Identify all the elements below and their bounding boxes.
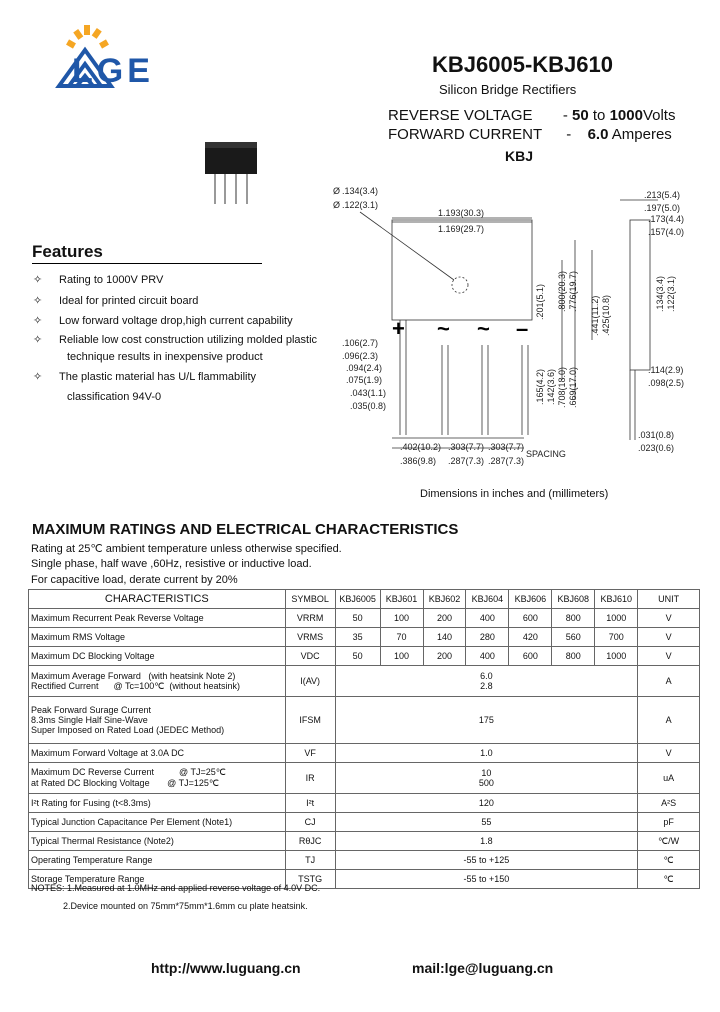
dim-label: .114(2.9) bbox=[648, 365, 684, 375]
dim-label: .708(18.0) bbox=[557, 366, 567, 408]
header-cell: SYMBOL bbox=[285, 590, 335, 609]
dim-label: .165(4.2) bbox=[535, 368, 545, 405]
table-row: Maximum Forward Voltage at 3.0A DC VF 1.0 V bbox=[29, 744, 700, 763]
header-cell: CHARACTERISTICS bbox=[29, 590, 286, 609]
dim-label: .201(5.1) bbox=[535, 283, 545, 320]
pin-ac: ~ bbox=[437, 316, 450, 341]
dim-label: .776(19.7) bbox=[568, 270, 578, 312]
feature-item: ✧ Rating to 1000V PRV bbox=[33, 274, 164, 286]
dim-label: .303(7.7) bbox=[448, 442, 485, 452]
dim-label: .303(7.7) bbox=[488, 442, 525, 452]
pin-plus: + bbox=[392, 316, 405, 341]
dim-label: .425(10.8) bbox=[601, 294, 611, 336]
rating-note: Rating at 25℃ ambient temperature unless otherwise specified. bbox=[31, 543, 342, 555]
dim-label: .287(7.3) bbox=[448, 456, 485, 466]
logo-sunburst-icon bbox=[66, 25, 109, 49]
website-link[interactable]: http://www.luguang.cn bbox=[151, 960, 301, 976]
rating-note: For capacitive load, derate current by 20% bbox=[31, 574, 238, 586]
dim-label: .023(0.6) bbox=[638, 443, 675, 453]
dim-label: .142(3.6) bbox=[546, 368, 556, 405]
dim-label: Ø bbox=[333, 200, 341, 210]
table-row: Maximum DC Blocking Voltage VDC 50 100 200 400 600 800 1000 V bbox=[29, 647, 700, 666]
footnote: NOTES: 1.Measured at 1.0MHz and applied reverse voltage of 4.0V DC. bbox=[31, 883, 321, 893]
dim-label: .122(3.1) bbox=[342, 200, 379, 210]
dim-label: .197(5.0) bbox=[644, 203, 681, 213]
table-row: Typical Thermal Resistance (Note2) RθJC 1.8 ℃/W bbox=[29, 832, 700, 851]
feature-item-continued: classification 94V-0 bbox=[67, 391, 162, 403]
table-row: Maximum Recurrent Peak Reverse Voltage VRRM 50 100 200 400 600 800 1000 V bbox=[29, 609, 700, 628]
header-cell: KBJ601 bbox=[380, 590, 423, 609]
feature-item: ✧ Ideal for printed circuit board bbox=[33, 295, 199, 307]
pin-minus: – bbox=[516, 316, 529, 341]
dim-label: .098(2.5) bbox=[648, 378, 685, 388]
dim-label: .035(0.8) bbox=[350, 401, 387, 411]
forward-current-spec: FORWARD CURRENT - 6.0 Amperes bbox=[388, 126, 672, 143]
header-cell: KBJ6005 bbox=[335, 590, 380, 609]
table-row: Maximum RMS Voltage VRMS 35 70 140 280 420 560 700 V bbox=[29, 628, 700, 647]
table-row: Typical Junction Capacitance Per Element (Note1) CJ 55 pF bbox=[29, 813, 700, 832]
dim-label: .287(7.3) bbox=[488, 456, 525, 466]
pin-ac: ~ bbox=[477, 316, 490, 341]
table-row: Maximum DC Reverse Current @ TJ=25℃ at Rated DC Blocking Voltage @ TJ=125℃ IR 10 500 uA bbox=[29, 763, 700, 794]
dim-label: .106(2.7) bbox=[342, 338, 379, 348]
dimension-drawing bbox=[330, 180, 710, 480]
features-title: Features bbox=[32, 242, 262, 264]
part-number-title: KBJ6005-KBJ610 bbox=[432, 52, 613, 77]
table-header-row bbox=[29, 590, 700, 609]
subtitle: Silicon Bridge Rectifiers bbox=[439, 82, 577, 97]
dim-label: .043(1.1) bbox=[350, 388, 387, 398]
dim-label: .134(3.4) bbox=[655, 275, 665, 312]
dim-label: .800(20.3) bbox=[557, 270, 567, 312]
rating-note: Single phase, half wave ,60Hz, resistive or inductive load. bbox=[31, 558, 312, 570]
header-cell: KBJ606 bbox=[509, 590, 552, 609]
dim-label: 1.193(30.3) bbox=[438, 208, 485, 218]
feature-item-continued: technique results in inexpensive product bbox=[67, 351, 263, 363]
dim-label: .669(17.0) bbox=[568, 366, 578, 408]
dim-label: .441(11.2) bbox=[590, 295, 600, 336]
feature-item: ✧ Reliable low cost construction utilizing molded plastic bbox=[33, 334, 318, 346]
dim-label: SPACING bbox=[526, 449, 566, 459]
dim-label: 1.169(29.7) bbox=[438, 224, 485, 234]
section-title: MAXIMUM RATINGS AND ELECTRICAL CHARACTERISTICS bbox=[32, 521, 459, 538]
brand-name: LGE bbox=[72, 52, 154, 90]
dimensions-caption: Dimensions in inches and (millimeters) bbox=[420, 488, 609, 500]
dim-label: .173(4.4) bbox=[648, 214, 685, 224]
table-row: I²t Rating for Fusing (t<8.3ms) I²t 120 A²S bbox=[29, 794, 700, 813]
table-row: Operating Temperature Range TJ -55 to +125 ℃ bbox=[29, 851, 700, 870]
dim-label: .094(2.4) bbox=[346, 363, 383, 373]
reverse-voltage-spec: REVERSE VOLTAGE - 50 to 1000Volts bbox=[388, 107, 676, 124]
dim-label: .386(9.8) bbox=[400, 456, 437, 466]
feature-item: ✧ Low forward voltage drop,high current capability bbox=[33, 315, 293, 327]
mounting-hole bbox=[452, 277, 468, 293]
ratings-table bbox=[28, 589, 700, 889]
table-row: Peak Forward Surage Current 8.3ms Single Half Sine-Wave Super Imposed on Rated Load (JEDEC Method) IFSM 175 A bbox=[29, 697, 700, 744]
header-cell: KBJ604 bbox=[466, 590, 509, 609]
dim-label: .402(10.2) bbox=[400, 442, 442, 452]
table-row: Maximum Average Forward (with heatsink Note 2) Rectified Current @ Tc=100℃ (without heatsink) I(AV) 6.0 2.8 A bbox=[29, 666, 700, 697]
header-cell: KBJ610 bbox=[595, 590, 638, 609]
dim-label: .213(5.4) bbox=[644, 190, 681, 200]
bullet-icon: ✧ bbox=[33, 274, 43, 286]
body-outline bbox=[392, 220, 532, 320]
header-cell: UNIT bbox=[638, 590, 700, 609]
dim-label: .157(4.0) bbox=[648, 227, 685, 237]
dim-label: .031(0.8) bbox=[638, 430, 675, 440]
header-cell: KBJ602 bbox=[423, 590, 466, 609]
dim-label: .096(2.3) bbox=[342, 351, 379, 361]
bullet-icon: ✧ bbox=[33, 295, 43, 307]
package-name: KBJ bbox=[505, 148, 534, 164]
footnote: 2.Device mounted on 75mm*75mm*1.6mm cu plate heatsink. bbox=[63, 901, 308, 911]
component-image bbox=[203, 140, 259, 206]
dim-label: .075(1.9) bbox=[346, 375, 383, 385]
bullet-icon: ✧ bbox=[33, 334, 43, 346]
dim-label: Ø bbox=[333, 186, 341, 196]
feature-item: ✧ The plastic material has U/L flammability bbox=[33, 371, 257, 383]
bullet-icon: ✧ bbox=[33, 371, 43, 383]
email-link[interactable]: mail:lge@luguang.cn bbox=[412, 960, 554, 976]
header-cell: KBJ608 bbox=[552, 590, 595, 609]
dim-label: .122(3.1) bbox=[666, 275, 676, 312]
table-row: Storage Temperature Range TSTG -55 to +150 ℃ bbox=[29, 870, 700, 889]
bullet-icon: ✧ bbox=[33, 315, 43, 327]
dim-label: .134(3.4) bbox=[342, 186, 379, 196]
